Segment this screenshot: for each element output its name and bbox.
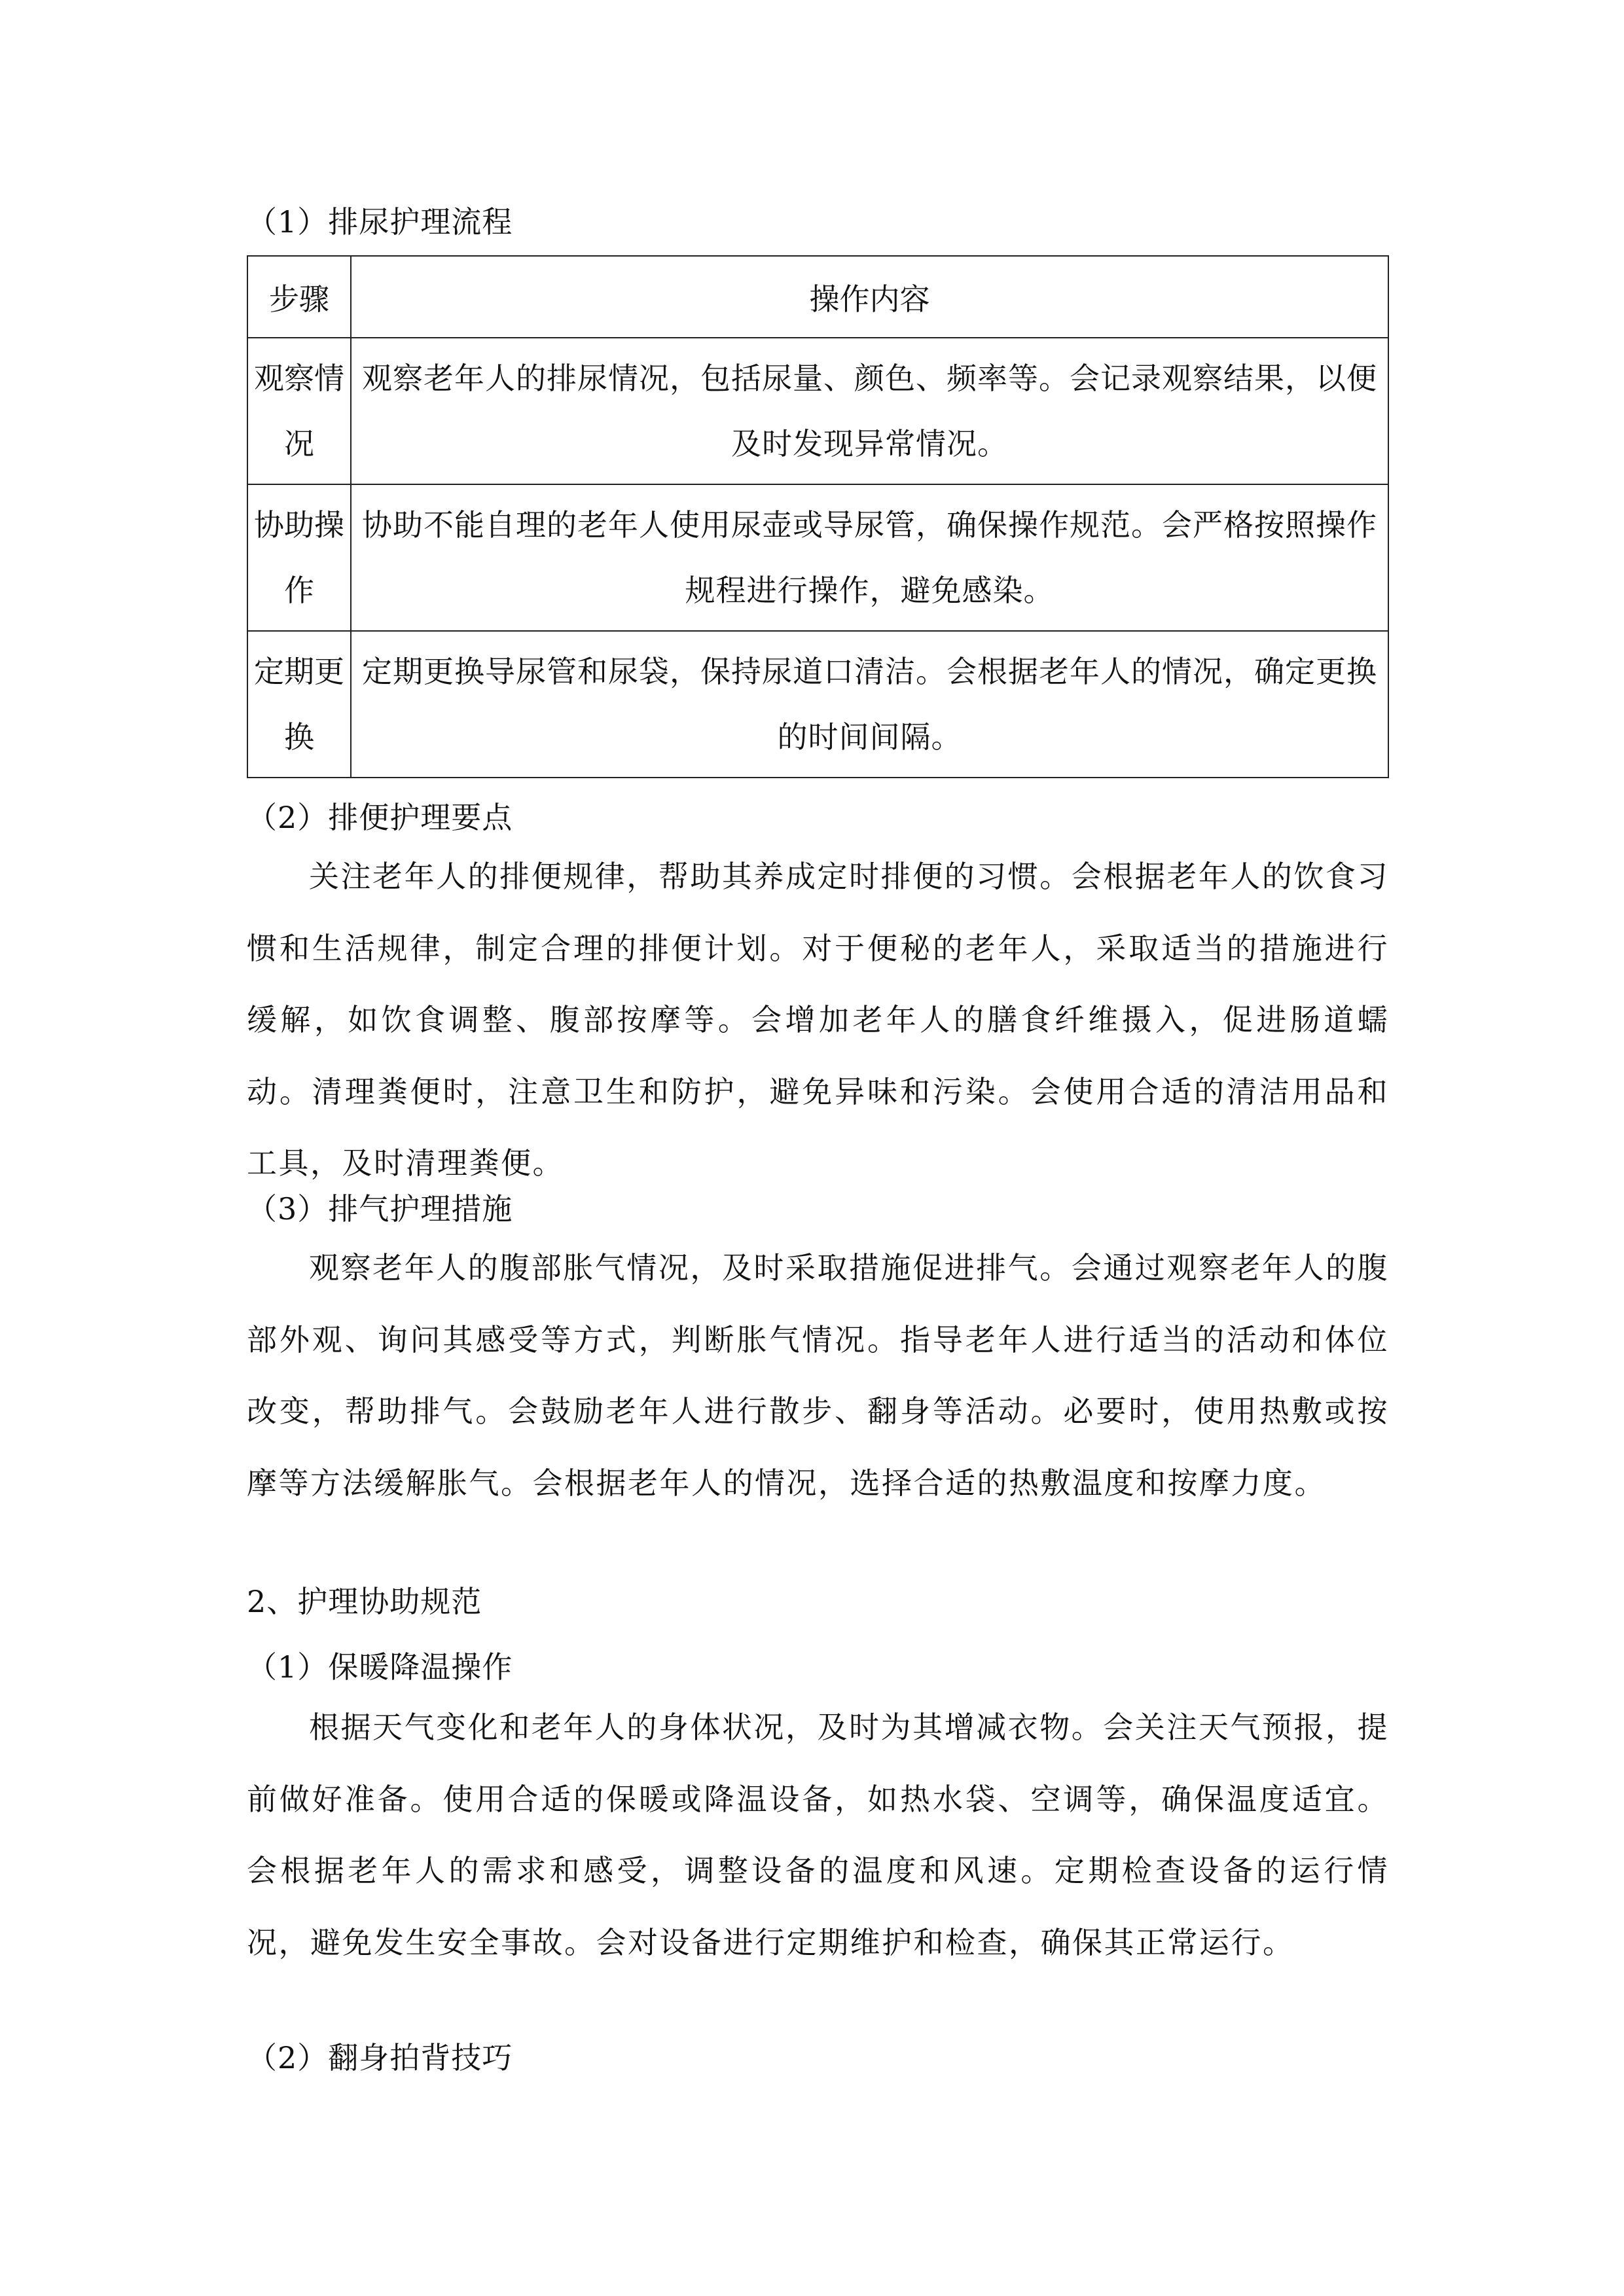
table-row bbox=[247, 338, 1388, 484]
table-header-row bbox=[247, 256, 1388, 338]
section-heading-warming-cooling: （1）保暖降温操作 bbox=[247, 1649, 513, 1685]
table-row bbox=[247, 631, 1388, 778]
paragraph-warming-cooling: 根据天气变化和老年人的身体状况，及时为其增减衣物。会关注天气预报，提前做好准备。使用合适的保暖或降温设备，如热水袋、空调等，确保温度适宜。会根据老年人的需求和感受，调整设备的温度和风速。定期检查设备的运行情况，避免发生安全事故。会对设备进行定期维护和检查，确保其正常运行。 bbox=[247, 1710, 1389, 1960]
table-cell-step: 观察情况 bbox=[254, 361, 344, 461]
table-cell-step: 协助操作 bbox=[254, 507, 344, 608]
table-row bbox=[247, 484, 1388, 631]
table-cell-step: 定期更换 bbox=[254, 654, 344, 755]
chapter-heading-care-assistance: 2、护理协助规范 bbox=[247, 1584, 482, 1619]
section-heading-flatulence: （3）排气护理措施 bbox=[247, 1191, 513, 1227]
section-heading-urination: （1）排尿护理流程 bbox=[247, 204, 513, 240]
paragraph-flatulence: 观察老年人的腹部胀气情况，及时采取措施促进排气。会通过观察老年人的腹部外观、询问其感受等方式，判断胀气情况。指导老年人进行适当的活动和体位改变，帮助排气。会鼓励老年人进行散步、翻身等活动。必要时，使用热敷或按摩等方法缓解胀气。会根据老年人的情况，选择合适的热敷温度和按摩力度。 bbox=[247, 1250, 1389, 1501]
paragraph-defecation: 关注老年人的排便规律，帮助其养成定时排便的习惯。会根据老年人的饮食习惯和生活规律，制定合理的排便计划。对于便秘的老年人，采取适当的措施进行缓解，如饮食调整、腹部按摩等。会增加老年人的膳食纤维摄入，促进肠道蠕动。清理粪便时，注意卫生和防护，避免异味和污染。会使用合适的清洁用品和工具，及时清理粪便。 bbox=[247, 859, 1389, 1181]
table-header-step: 步骤 bbox=[247, 256, 351, 338]
section-heading-defecation: （2）排便护理要点 bbox=[247, 800, 513, 835]
urination-steps-table bbox=[247, 255, 1389, 778]
table-cell-content: 观察老年人的排尿情况，包括尿量、颜色、频率等。会记录观察结果，以便及时发现异常情况。 bbox=[362, 361, 1377, 461]
section-heading-turning-patting: （2）翻身拍背技巧 bbox=[247, 2040, 513, 2075]
table-cell-content: 定期更换导尿管和尿袋，保持尿道口清洁。会根据老年人的情况，确定更换的时间间隔。 bbox=[362, 654, 1377, 755]
table-cell-content: 协助不能自理的老年人使用尿壶或导尿管，确保操作规范。会严格按照操作规程进行操作，避免感染。 bbox=[362, 507, 1377, 608]
table-header-content: 操作内容 bbox=[351, 256, 1388, 338]
